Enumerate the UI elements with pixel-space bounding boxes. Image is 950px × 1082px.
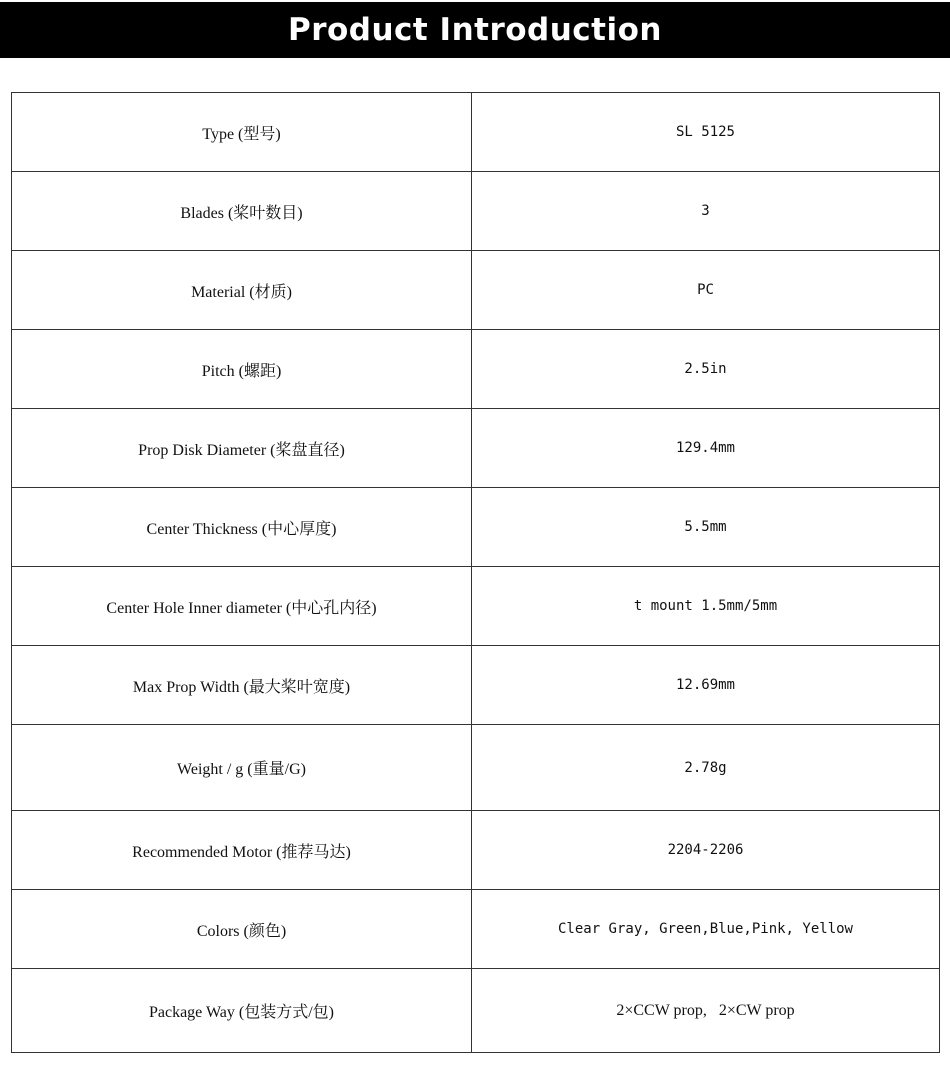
table-row (12, 890, 940, 969)
spec-value: SL 5125 (472, 93, 940, 172)
table-row (12, 488, 940, 567)
spec-label: Center Hole Inner diameter (中心孔内径) (12, 567, 472, 646)
table-row (12, 969, 940, 1053)
spec-label: Center Thickness (中心厚度) (12, 488, 472, 567)
spec-label: Prop Disk Diameter (桨盘直径) (12, 409, 472, 488)
table-row (12, 409, 940, 488)
spec-value: Clear Gray, Green,Blue,Pink, Yellow (472, 890, 940, 969)
spec-label: Blades (桨叶数目) (12, 172, 472, 251)
title-banner (0, 2, 950, 58)
table-row (12, 811, 940, 890)
spec-label: Weight / g (重量/G) (12, 725, 472, 811)
spec-label: Type (型号) (12, 93, 472, 172)
table-row (12, 725, 940, 811)
spec-value: 2204-2206 (472, 811, 940, 890)
table-row (12, 172, 940, 251)
spec-label: Max Prop Width (最大桨叶宽度) (12, 646, 472, 725)
table-row (12, 93, 940, 172)
table-row (12, 646, 940, 725)
spec-table (11, 92, 940, 1053)
page-title: Product Introduction (287, 12, 662, 48)
table-row (12, 251, 940, 330)
spec-value: 3 (472, 172, 940, 251)
spec-value: 2.5in (472, 330, 940, 409)
spec-label: Package Way (包装方式/包) (12, 969, 472, 1053)
spec-label: Pitch (螺距) (12, 330, 472, 409)
spec-label: Recommended Motor (推荐马达) (12, 811, 472, 890)
table-row (12, 567, 940, 646)
spec-value: 2.78g (472, 725, 940, 811)
spec-value: 129.4mm (472, 409, 940, 488)
spec-label: Material (材质) (12, 251, 472, 330)
spec-label: Colors (颜色) (12, 890, 472, 969)
spec-value: t mount 1.5mm/5mm (472, 567, 940, 646)
spec-value: 12.69mm (472, 646, 940, 725)
spec-value: PC (472, 251, 940, 330)
table-row (12, 330, 940, 409)
spec-value: 2×CCW prop, 2×CW prop (472, 969, 940, 1053)
spec-value: 5.5mm (472, 488, 940, 567)
